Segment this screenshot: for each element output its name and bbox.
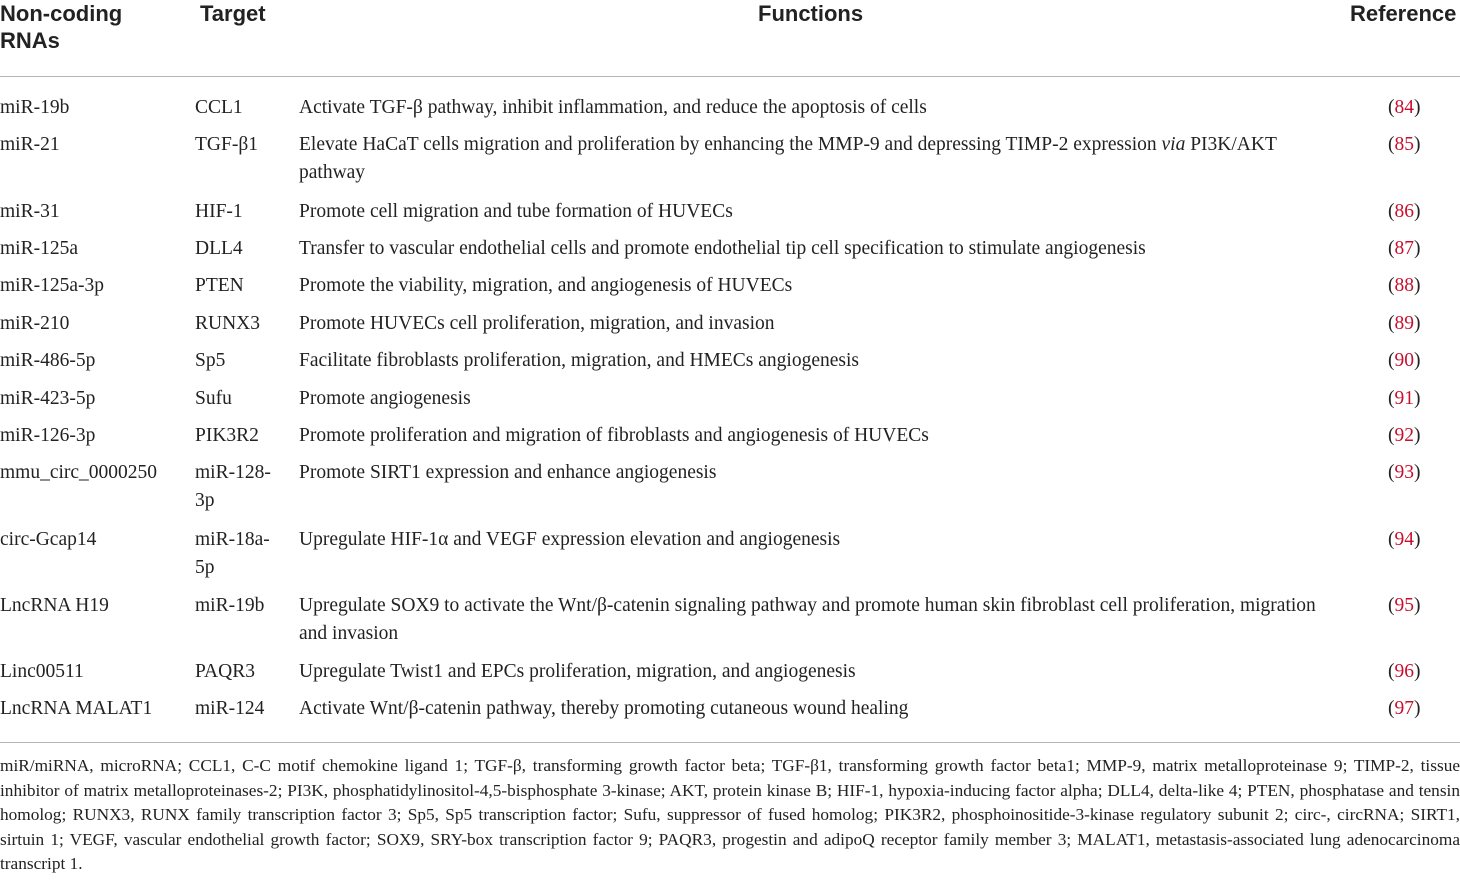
- cell-target: RUNX3: [195, 313, 261, 334]
- cell-target: PIK3R2: [195, 425, 259, 446]
- cell-target: Sufu: [195, 388, 232, 409]
- cell-function: Promote the viability, migration, and angiogenesis of HUVECs: [299, 275, 793, 296]
- cell-function: Promote HUVECs cell proliferation, migration, and invasion: [299, 313, 775, 334]
- cell-rna: miR-126-3p: [0, 425, 96, 446]
- reference-link[interactable]: 96: [1394, 661, 1414, 682]
- cell-function: Transfer to vascular endothelial cells and promote endothelial tip cell specification to stimulate angiogenesis: [299, 238, 1146, 259]
- reference-link[interactable]: 92: [1394, 425, 1414, 446]
- cell-function: Promote cell migration and tube formation of HUVECs: [299, 201, 733, 222]
- cell-reference: (93): [1388, 462, 1421, 483]
- cell-target: PTEN: [195, 275, 244, 296]
- cell-rna: circ-Gcap14: [0, 529, 97, 550]
- cell-reference: (91): [1388, 388, 1421, 409]
- cell-target: miR-128-3p: [195, 462, 271, 511]
- cell-reference: (94): [1388, 529, 1421, 550]
- cell-target: DLL4: [195, 238, 243, 259]
- cell-reference: (88): [1388, 275, 1421, 296]
- header-functions: Functions: [758, 1, 864, 26]
- cell-rna: miR-21: [0, 134, 60, 155]
- cell-target: Sp5: [195, 350, 226, 371]
- reference-link[interactable]: 87: [1394, 238, 1414, 259]
- cell-rna: miR-125a-3p: [0, 275, 104, 296]
- table-bottom-divider: [0, 742, 1460, 743]
- reference-link[interactable]: 88: [1394, 275, 1414, 296]
- reference-link[interactable]: 85: [1394, 134, 1414, 155]
- cell-target: miR-18a-5p: [195, 529, 270, 578]
- header-divider: [0, 76, 1460, 77]
- cell-reference: (96): [1388, 661, 1421, 682]
- cell-rna: mmu_circ_0000250: [0, 462, 158, 483]
- cell-rna: miR-486-5p: [0, 350, 96, 371]
- cell-rna: Linc00511: [0, 661, 84, 682]
- cell-rna: miR-19b: [0, 97, 70, 118]
- cell-target: PAQR3: [195, 661, 255, 682]
- cell-function: Facilitate fibroblasts proliferation, migration, and HMECs angiogenesis: [299, 350, 859, 371]
- reference-link[interactable]: 95: [1394, 595, 1414, 616]
- table-footnote: miR/miRNA, microRNA; CCL1, C-C motif chemokine ligand 1; TGF-β, transforming growth factor beta; TGF-β1, transforming growth factor beta1; MMP-9, matrix metalloproteinase 9; TIMP-2, tissue inhibitor of matrix metalloproteinases-2; PI3K, phosphatidylinositol-4,5-bisphosphate 3-kinase; AKT, protein kinase B; HIF-1, hypoxia-inducing factor alpha; DLL4, delta-like 4; PTEN, phosphatase and tensin homolog; RUNX3, RUNX family transcription factor 3; Sp5, Sp5 transcription factor; Sufu, suppressor of fused homolog; PIK3R2, phosphoinositide-3-kinase regulatory subunit 2; circ-, circRNA; SIRT1, sirtuin 1; VEGF, vascular endothelial growth factor; SOX9, SRY-box transcription factor 9; PAQR3, progestin and adipoQ receptor family member 3; MALAT1, metastasis-associated lung adenocarcinoma transcript 1.: [0, 756, 1460, 873]
- reference-link[interactable]: 89: [1394, 313, 1414, 334]
- cell-function: Upregulate Twist1 and EPCs proliferation, migration, and angiogenesis: [299, 661, 856, 682]
- cell-function: Elevate HaCaT cells migration and proliferation by enhancing the MMP-9 and depressing TIMP-2 expression via PI3K/AKT pathway: [299, 134, 1277, 183]
- reference-link[interactable]: 84: [1394, 97, 1414, 118]
- reference-link[interactable]: 90: [1394, 350, 1414, 371]
- cell-rna: LncRNA MALAT1: [0, 698, 153, 719]
- cell-rna: miR-125a: [0, 238, 78, 259]
- cell-function: Activate Wnt/β-catenin pathway, thereby promoting cutaneous wound healing: [299, 698, 909, 719]
- reference-link[interactable]: 91: [1394, 388, 1414, 409]
- reference-link[interactable]: 94: [1394, 529, 1414, 550]
- cell-rna: miR-210: [0, 313, 70, 334]
- cell-reference: (86): [1388, 201, 1421, 222]
- cell-function: Promote angiogenesis: [299, 388, 471, 409]
- reference-link[interactable]: 93: [1394, 462, 1414, 483]
- cell-reference: (84): [1388, 97, 1421, 118]
- cell-rna: LncRNA H19: [0, 595, 109, 616]
- cell-target: TGF-β1: [195, 134, 259, 155]
- reference-link[interactable]: 86: [1394, 201, 1414, 222]
- cell-reference: (95): [1388, 595, 1421, 616]
- cell-target: CCL1: [195, 97, 243, 118]
- italic-via: via: [1161, 134, 1186, 155]
- header-noncoding-rnas: Non-coding RNAs: [0, 1, 123, 53]
- cell-reference: (87): [1388, 238, 1421, 259]
- cell-rna: miR-423-5p: [0, 388, 96, 409]
- cell-target: miR-124: [195, 698, 265, 719]
- cell-function: Promote proliferation and migration of fibroblasts and angiogenesis of HUVECs: [299, 425, 929, 446]
- header-reference: Reference: [1350, 1, 1457, 26]
- cell-target: HIF-1: [195, 201, 243, 222]
- cell-rna: miR-31: [0, 201, 60, 222]
- cell-function: Promote SIRT1 expression and enhance angiogenesis: [299, 462, 717, 483]
- cell-function: Upregulate SOX9 to activate the Wnt/β-catenin signaling pathway and promote human skin fibroblast cell proliferation, migration and invasion: [299, 595, 1316, 644]
- cell-function: Activate TGF-β pathway, inhibit inflammation, and reduce the apoptosis of cells: [299, 97, 927, 118]
- cell-reference: (90): [1388, 350, 1421, 371]
- cell-reference: (85): [1388, 134, 1421, 155]
- cell-reference: (89): [1388, 313, 1421, 334]
- cell-reference: (92): [1388, 425, 1421, 446]
- cell-function: Upregulate HIF-1α and VEGF expression elevation and angiogenesis: [299, 529, 841, 550]
- header-target: Target: [200, 1, 266, 26]
- reference-link[interactable]: 97: [1394, 698, 1414, 719]
- cell-reference: (97): [1388, 698, 1421, 719]
- cell-target: miR-19b: [195, 595, 265, 616]
